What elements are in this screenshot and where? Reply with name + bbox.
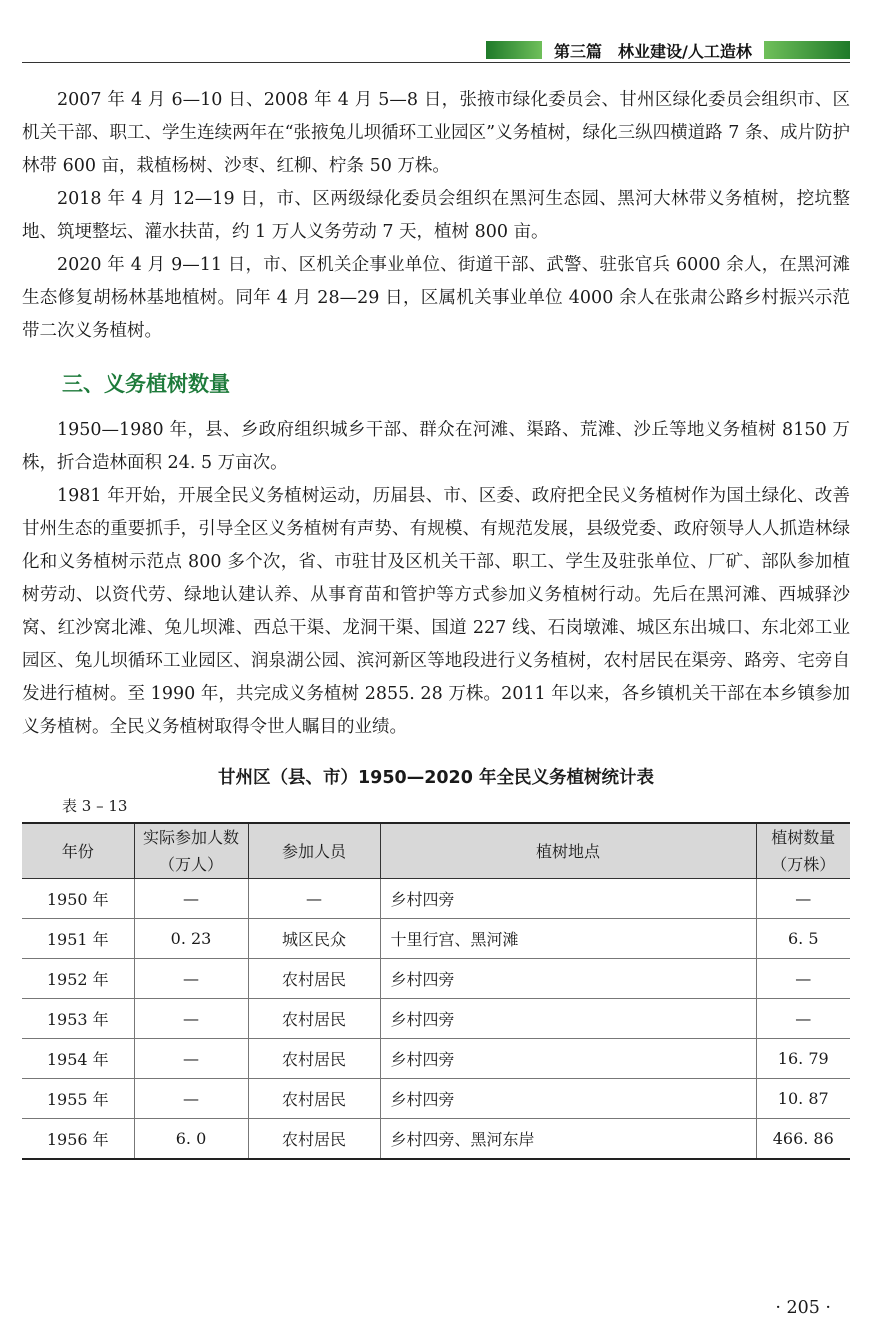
cell-quantity: 16. 79 (756, 1039, 850, 1079)
table-number: 表 3 – 13 (62, 797, 128, 815)
header-personnel: 参加人员 (248, 823, 380, 879)
cell-quantity: 6. 5 (756, 919, 850, 959)
table-row (22, 959, 850, 999)
section-heading: 三、义务植树数量 (62, 372, 230, 396)
chapter-header (486, 40, 850, 60)
cell-year: 1952 年 (22, 959, 134, 999)
page-content (22, 84, 850, 1160)
cell-year: 1950 年 (22, 879, 134, 919)
cell-location: 乡村四旁 (380, 1039, 756, 1079)
cell-year: 1953 年 (22, 999, 134, 1039)
table-row (22, 1079, 850, 1119)
header-quantity: 植树数量（万株） (756, 823, 850, 879)
paragraph: 2020 年 4 月 9—11 日，市、区机关企事业单位、街道干部、武警、驻张官兵 6000 余人，在黑河滩生态修复胡杨林基地植树。同年 4 月 28—29 日，区属机关事业单位 4000 余人在张肃公路乡村振兴示范带二次义务植树。 (22, 255, 850, 341)
table-title: 甘州区（县、市）1950—2020 年全民义务植树统计表 (217, 768, 654, 788)
cell-quantity: 466. 86 (756, 1119, 850, 1160)
table-row (22, 879, 850, 919)
cell-quantity: — (756, 959, 850, 999)
cell-year: 1956 年 (22, 1119, 134, 1160)
header-participants: 实际参加人数（万人） (134, 823, 248, 879)
cell-year: 1955 年 (22, 1079, 134, 1119)
cell-participants: — (134, 1079, 248, 1119)
header-year: 年份 (22, 823, 134, 879)
cell-location: 乡村四旁 (380, 999, 756, 1039)
cell-personnel: 农村居民 (248, 999, 380, 1039)
cell-participants: — (134, 959, 248, 999)
cell-personnel: 农村居民 (248, 1119, 380, 1160)
table-row (22, 919, 850, 959)
cell-location: 乡村四旁 (380, 1079, 756, 1119)
paragraph: 2018 年 4 月 12—19 日，市、区两级绿化委员会组织在黑河生态园、黑河大林带义务植树，挖坑整地、筑埂整坛、灌水扶苗，约 1 万人义务劳动 7 天，植树 800 亩。 (22, 189, 850, 242)
table-row (22, 1039, 850, 1079)
chapter-title: 第三篇 林业建设/人工造林 (554, 41, 752, 61)
header-green-bar-right (764, 41, 850, 59)
cell-year: 1954 年 (22, 1039, 134, 1079)
cell-location: 乡村四旁 (380, 879, 756, 919)
cell-personnel: 农村居民 (248, 959, 380, 999)
planting-stats-table (22, 822, 850, 1160)
cell-personnel: 农村居民 (248, 1039, 380, 1079)
cell-personnel: — (248, 879, 380, 919)
cell-location: 十里行宫、黑河滩 (380, 919, 756, 959)
cell-personnel: 城区民众 (248, 919, 380, 959)
cell-quantity: — (756, 879, 850, 919)
cell-participants: — (134, 879, 248, 919)
header-green-bar-left (486, 41, 542, 59)
cell-participants: 6. 0 (134, 1119, 248, 1160)
cell-year: 1951 年 (22, 919, 134, 959)
cell-personnel: 农村居民 (248, 1079, 380, 1119)
cell-location: 乡村四旁 (380, 959, 756, 999)
cell-quantity: 10. 87 (756, 1079, 850, 1119)
table-row (22, 999, 850, 1039)
header-rule (22, 62, 850, 63)
cell-location: 乡村四旁、黑河东岸 (380, 1119, 756, 1160)
cell-participants: — (134, 1039, 248, 1079)
paragraph: 2007 年 4 月 6—10 日、2008 年 4 月 5—8 日，张掖市绿化委员会、甘州区绿化委员会组织市、区机关干部、职工、学生连续两年在“张掖兔儿坝循环工业园区”义务植树，绿化三纵四横道路 7 条、成片防护林带 600 亩，栽植杨树、沙枣、红柳、柠条 50 万株。 (22, 90, 850, 176)
cell-participants: — (134, 999, 248, 1039)
cell-participants: 0. 23 (134, 919, 248, 959)
header-location: 植树地点 (380, 823, 756, 879)
table-row (22, 1119, 850, 1160)
paragraph: 1981 年开始，开展全民义务植树运动，历届县、市、区委、政府把全民义务植树作为国土绿化、改善甘州生态的重要抓手，引导全区义务植树有声势、有规模、有规范发展，县级党委、政府领导人人抓造林绿化和义务植树示范点 800 多个次，省、市驻甘及区机关干部、职工、学生及驻张单位、厂矿、部队参加植树劳动、以资代劳、绿地认建认养、从事育苗和管护等方式参加义务植树行动。先后在黑河滩、西城驿沙窝、红沙窝北滩、兔儿坝滩、西总干渠、龙洞干渠、国道 227 线、石岗墩滩、城区东出城口、东北郊工业园区、兔儿坝循环工业园区、润泉湖公园、滨河新区等地段进行义务植树，农村居民在渠旁、路旁、宅旁自发进行植树。至 1990 年，共完成义务植树 2855. 28 万株。2011 年以来，各乡镇机关干部在本乡镇参加义务植树。全民义务植树取得令世人瞩目的业绩。 (22, 486, 850, 737)
page-number: · 205 · (775, 1298, 831, 1318)
table-header-row (22, 823, 850, 879)
cell-quantity: — (756, 999, 850, 1039)
paragraph: 1950—1980 年，县、乡政府组织城乡干部、群众在河滩、渠路、荒滩、沙丘等地义务植树 8150 万株，折合造林面积 24. 5 万亩次。 (22, 420, 850, 473)
